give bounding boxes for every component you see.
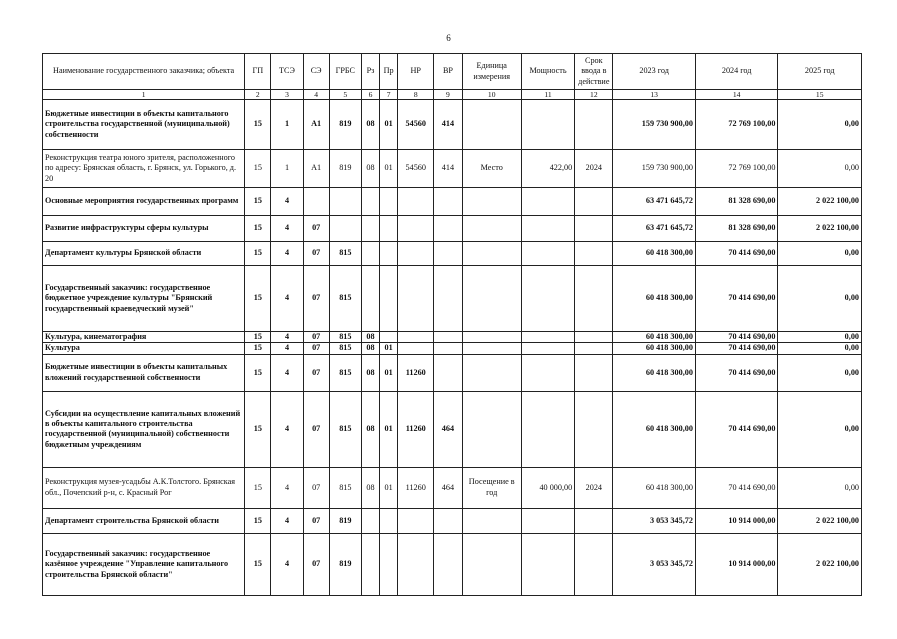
cell-se: 07 <box>303 467 329 508</box>
cell-se <box>303 188 329 216</box>
cell-capacity <box>521 508 574 533</box>
cell-amount-2023: 3 053 345,72 <box>613 508 696 533</box>
cell-grbs: 819 <box>329 150 361 188</box>
cell-amount-2023: 60 418 300,00 <box>613 391 696 467</box>
cell-commissioning-date <box>575 533 613 595</box>
cell-grbs <box>329 188 361 216</box>
cell-unit <box>462 242 521 266</box>
cell-tse: 4 <box>271 354 303 391</box>
cell-name: Департамент культуры Брянской области <box>43 242 245 266</box>
cell-capacity <box>521 216 574 242</box>
cell-nr: 54560 <box>398 150 434 188</box>
header-unit: Единица измерения <box>462 54 521 90</box>
column-number-row <box>43 90 862 100</box>
cell-amount-2024: 72 769 100,00 <box>695 150 778 188</box>
cell-rz: 08 <box>361 354 379 391</box>
cell-amount-2023: 60 418 300,00 <box>613 242 696 266</box>
cell-nr <box>398 242 434 266</box>
table-row <box>43 391 862 467</box>
cell-grbs: 815 <box>329 391 361 467</box>
cell-pr <box>380 188 398 216</box>
cell-unit: Посещение в год <box>462 467 521 508</box>
cell-rz: 08 <box>361 332 379 343</box>
cell-amount-2024: 70 414 690,00 <box>695 354 778 391</box>
cell-amount-2024: 10 914 000,00 <box>695 508 778 533</box>
cell-vr <box>434 354 462 391</box>
cell-vr <box>434 332 462 343</box>
cell-capacity <box>521 266 574 332</box>
cell-vr: 414 <box>434 150 462 188</box>
table-row <box>43 343 862 354</box>
cell-amount-2024: 70 414 690,00 <box>695 266 778 332</box>
cell-vr: 464 <box>434 467 462 508</box>
cell-unit <box>462 343 521 354</box>
cell-se: 07 <box>303 332 329 343</box>
cell-capacity <box>521 343 574 354</box>
cell-vr <box>434 533 462 595</box>
cell-amount-2023: 60 418 300,00 <box>613 266 696 332</box>
cell-rz: 08 <box>361 391 379 467</box>
cell-capacity <box>521 533 574 595</box>
cell-name: Культура, кинематография <box>43 332 245 343</box>
cell-grbs: 815 <box>329 354 361 391</box>
cell-commissioning-date <box>575 508 613 533</box>
cell-se: 07 <box>303 354 329 391</box>
cell-pr: 01 <box>380 150 398 188</box>
cell-unit <box>462 216 521 242</box>
cell-se: А1 <box>303 100 329 150</box>
cell-rz <box>361 188 379 216</box>
cell-amount-2025: 0,00 <box>778 391 862 467</box>
cell-amount-2025: 0,00 <box>778 354 862 391</box>
column-number: 15 <box>778 90 862 100</box>
cell-vr <box>434 216 462 242</box>
cell-tse: 4 <box>271 391 303 467</box>
cell-pr <box>380 332 398 343</box>
cell-amount-2025: 0,00 <box>778 467 862 508</box>
cell-unit <box>462 100 521 150</box>
column-number: 1 <box>43 90 245 100</box>
header-year-2024: 2024 год <box>695 54 778 90</box>
cell-nr <box>398 508 434 533</box>
cell-unit <box>462 188 521 216</box>
cell-nr: 54560 <box>398 100 434 150</box>
investment-table <box>42 53 862 596</box>
cell-capacity <box>521 242 574 266</box>
cell-name: Основные мероприятия государственных программ <box>43 188 245 216</box>
cell-rz: 08 <box>361 100 379 150</box>
cell-rz <box>361 533 379 595</box>
column-number: 11 <box>521 90 574 100</box>
cell-nr <box>398 266 434 332</box>
cell-commissioning-date <box>575 242 613 266</box>
cell-grbs <box>329 216 361 242</box>
cell-rz <box>361 266 379 332</box>
header-tse: ТСЭ <box>271 54 303 90</box>
cell-pr: 01 <box>380 354 398 391</box>
cell-tse: 4 <box>271 266 303 332</box>
cell-commissioning-date <box>575 354 613 391</box>
header-gp: ГП <box>245 54 271 90</box>
cell-nr <box>398 533 434 595</box>
cell-amount-2023: 159 730 900,00 <box>613 100 696 150</box>
cell-pr <box>380 216 398 242</box>
column-number: 4 <box>303 90 329 100</box>
cell-gp: 15 <box>245 533 271 595</box>
cell-amount-2025: 0,00 <box>778 150 862 188</box>
cell-tse: 4 <box>271 242 303 266</box>
header-vr: ВР <box>434 54 462 90</box>
table-row <box>43 150 862 188</box>
header-rz: Рз <box>361 54 379 90</box>
cell-commissioning-date <box>575 343 613 354</box>
column-number: 7 <box>380 90 398 100</box>
cell-tse: 4 <box>271 188 303 216</box>
cell-vr <box>434 508 462 533</box>
column-number: 2 <box>245 90 271 100</box>
cell-grbs: 815 <box>329 332 361 343</box>
cell-se: 07 <box>303 533 329 595</box>
cell-capacity <box>521 332 574 343</box>
table-row <box>43 100 862 150</box>
cell-commissioning-date <box>575 100 613 150</box>
cell-unit <box>462 533 521 595</box>
table-body <box>43 100 862 596</box>
cell-amount-2023: 60 418 300,00 <box>613 343 696 354</box>
cell-vr <box>434 242 462 266</box>
table-row <box>43 533 862 595</box>
cell-nr <box>398 343 434 354</box>
cell-grbs: 815 <box>329 343 361 354</box>
cell-commissioning-date: 2024 <box>575 467 613 508</box>
cell-tse: 4 <box>271 332 303 343</box>
cell-se: 07 <box>303 266 329 332</box>
column-number: 8 <box>398 90 434 100</box>
cell-name: Государственный заказчик: государственное бюджетное учреждение культуры "Брянский государственный краеведческий музей" <box>43 266 245 332</box>
cell-commissioning-date: 2024 <box>575 150 613 188</box>
cell-commissioning-date <box>575 332 613 343</box>
cell-amount-2024: 72 769 100,00 <box>695 100 778 150</box>
table-row <box>43 188 862 216</box>
cell-pr <box>380 533 398 595</box>
cell-name: Реконструкция музея-усадьбы А.К.Толстого. Брянская обл., Почепский р-н, с. Красный Рог <box>43 467 245 508</box>
column-number: 10 <box>462 90 521 100</box>
column-number: 5 <box>329 90 361 100</box>
column-number: 3 <box>271 90 303 100</box>
cell-amount-2025: 0,00 <box>778 266 862 332</box>
cell-unit <box>462 354 521 391</box>
table-row <box>43 354 862 391</box>
header-pr: Пр <box>380 54 398 90</box>
cell-gp: 15 <box>245 216 271 242</box>
cell-commissioning-date <box>575 391 613 467</box>
cell-amount-2023: 63 471 645,72 <box>613 188 696 216</box>
cell-amount-2024: 70 414 690,00 <box>695 467 778 508</box>
cell-pr: 01 <box>380 343 398 354</box>
cell-unit <box>462 508 521 533</box>
cell-amount-2025: 2 022 100,00 <box>778 533 862 595</box>
cell-amount-2024: 70 414 690,00 <box>695 343 778 354</box>
cell-gp: 15 <box>245 332 271 343</box>
cell-rz: 08 <box>361 467 379 508</box>
table-row <box>43 508 862 533</box>
cell-nr <box>398 332 434 343</box>
cell-amount-2025: 0,00 <box>778 242 862 266</box>
column-number: 6 <box>361 90 379 100</box>
cell-se: 07 <box>303 216 329 242</box>
cell-grbs: 819 <box>329 533 361 595</box>
cell-gp: 15 <box>245 354 271 391</box>
cell-unit <box>462 266 521 332</box>
cell-rz <box>361 508 379 533</box>
cell-name: Реконструкция театра юного зрителя, расположенного по адресу: Брянская область, г. Брянск, ул. Горького, д. 20 <box>43 150 245 188</box>
cell-tse: 1 <box>271 150 303 188</box>
cell-capacity: 40 000,00 <box>521 467 574 508</box>
cell-name: Департамент строительства Брянской области <box>43 508 245 533</box>
cell-rz: 08 <box>361 150 379 188</box>
table-row <box>43 266 862 332</box>
header-year-2025: 2025 год <box>778 54 862 90</box>
cell-gp: 15 <box>245 188 271 216</box>
header-year-2023: 2023 год <box>613 54 696 90</box>
column-number: 13 <box>613 90 696 100</box>
cell-amount-2023: 3 053 345,72 <box>613 533 696 595</box>
cell-pr: 01 <box>380 391 398 467</box>
cell-amount-2023: 63 471 645,72 <box>613 216 696 242</box>
cell-gp: 15 <box>245 343 271 354</box>
cell-tse: 4 <box>271 216 303 242</box>
header-grbs: ГРБС <box>329 54 361 90</box>
table-row <box>43 332 862 343</box>
cell-amount-2024: 10 914 000,00 <box>695 533 778 595</box>
cell-tse: 4 <box>271 533 303 595</box>
cell-grbs: 819 <box>329 100 361 150</box>
cell-nr <box>398 216 434 242</box>
cell-grbs: 819 <box>329 508 361 533</box>
cell-pr <box>380 242 398 266</box>
cell-gp: 15 <box>245 150 271 188</box>
cell-name: Развитие инфраструктуры сферы культуры <box>43 216 245 242</box>
cell-pr: 01 <box>380 467 398 508</box>
cell-amount-2023: 60 418 300,00 <box>613 354 696 391</box>
cell-vr <box>434 266 462 332</box>
cell-pr: 01 <box>380 100 398 150</box>
cell-vr: 464 <box>434 391 462 467</box>
cell-amount-2025: 0,00 <box>778 343 862 354</box>
cell-grbs: 815 <box>329 467 361 508</box>
column-number: 12 <box>575 90 613 100</box>
cell-nr: 11260 <box>398 391 434 467</box>
cell-rz <box>361 216 379 242</box>
cell-amount-2024: 70 414 690,00 <box>695 242 778 266</box>
cell-tse: 1 <box>271 100 303 150</box>
cell-gp: 15 <box>245 266 271 332</box>
cell-se: 07 <box>303 242 329 266</box>
cell-unit <box>462 391 521 467</box>
cell-unit <box>462 332 521 343</box>
cell-rz <box>361 242 379 266</box>
cell-tse: 4 <box>271 343 303 354</box>
cell-tse: 4 <box>271 467 303 508</box>
cell-amount-2025: 2 022 100,00 <box>778 216 862 242</box>
cell-pr <box>380 508 398 533</box>
table-row <box>43 467 862 508</box>
cell-capacity <box>521 391 574 467</box>
cell-gp: 15 <box>245 467 271 508</box>
cell-amount-2023: 60 418 300,00 <box>613 467 696 508</box>
cell-nr: 11260 <box>398 354 434 391</box>
cell-capacity <box>521 354 574 391</box>
cell-capacity: 422,00 <box>521 150 574 188</box>
cell-tse: 4 <box>271 508 303 533</box>
header-name: Наименование государственного заказчика; объекта <box>43 54 245 90</box>
cell-pr <box>380 266 398 332</box>
cell-vr <box>434 188 462 216</box>
cell-name: Государственный заказчик: государственное казённое учреждение "Управление капитального строительства Брянской области" <box>43 533 245 595</box>
cell-capacity <box>521 100 574 150</box>
cell-name: Бюджетные инвестиции в объекты капитального строительства государственной (муниципальной) собственности <box>43 100 245 150</box>
header-capacity: Мощность <box>521 54 574 90</box>
cell-amount-2025: 0,00 <box>778 100 862 150</box>
header-commissioning-date: Срок ввода в действие <box>575 54 613 90</box>
table-row <box>43 216 862 242</box>
cell-commissioning-date <box>575 266 613 332</box>
cell-amount-2024: 70 414 690,00 <box>695 332 778 343</box>
cell-name: Бюджетные инвестиции в объекты капитальных вложений государственной собственности <box>43 354 245 391</box>
cell-vr: 414 <box>434 100 462 150</box>
cell-amount-2023: 60 418 300,00 <box>613 332 696 343</box>
column-number: 14 <box>695 90 778 100</box>
cell-name: Культура <box>43 343 245 354</box>
cell-amount-2025: 2 022 100,00 <box>778 508 862 533</box>
cell-capacity <box>521 188 574 216</box>
cell-grbs: 815 <box>329 242 361 266</box>
cell-amount-2025: 2 022 100,00 <box>778 188 862 216</box>
table-row <box>43 242 862 266</box>
column-number: 9 <box>434 90 462 100</box>
cell-name: Субсидии на осуществление капитальных вложений в объекты капитального строительства государственной (муниципальной) собственности бюджетным учреждениям <box>43 391 245 467</box>
header-row <box>43 54 862 90</box>
cell-rz: 08 <box>361 343 379 354</box>
cell-amount-2024: 70 414 690,00 <box>695 391 778 467</box>
cell-se: А1 <box>303 150 329 188</box>
cell-gp: 15 <box>245 100 271 150</box>
cell-vr <box>434 343 462 354</box>
cell-amount-2024: 81 328 690,00 <box>695 188 778 216</box>
cell-unit: Место <box>462 150 521 188</box>
cell-amount-2023: 159 730 900,00 <box>613 150 696 188</box>
header-se: СЭ <box>303 54 329 90</box>
cell-commissioning-date <box>575 216 613 242</box>
cell-se: 07 <box>303 343 329 354</box>
cell-grbs: 815 <box>329 266 361 332</box>
cell-nr <box>398 188 434 216</box>
cell-amount-2024: 81 328 690,00 <box>695 216 778 242</box>
cell-se: 07 <box>303 391 329 467</box>
header-nr: НР <box>398 54 434 90</box>
cell-gp: 15 <box>245 508 271 533</box>
cell-gp: 15 <box>245 242 271 266</box>
page-number: 6 <box>446 33 451 43</box>
cell-gp: 15 <box>245 391 271 467</box>
cell-commissioning-date <box>575 188 613 216</box>
cell-amount-2025: 0,00 <box>778 332 862 343</box>
cell-nr: 11260 <box>398 467 434 508</box>
cell-se: 07 <box>303 508 329 533</box>
